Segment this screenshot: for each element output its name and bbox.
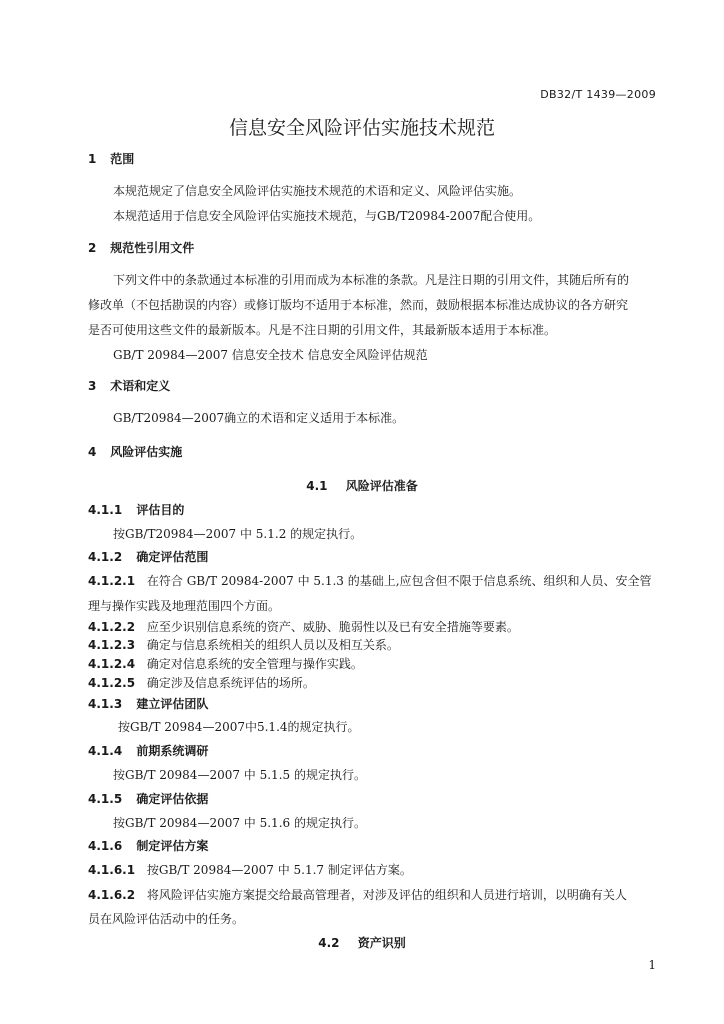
section-title: 范围 <box>110 152 135 166</box>
item-number: 4.1.2.5 <box>88 676 136 690</box>
item-4-1-2-4 <box>88 655 363 672</box>
section-3-heading <box>88 377 170 394</box>
item-text: 确定对信息系统的安全管理与操作实践。 <box>146 657 363 671</box>
section-2-heading <box>88 239 194 256</box>
section-4-2-heading <box>0 934 724 951</box>
section-title: 评估目的 <box>136 503 185 517</box>
item-4-1-2-3 <box>88 636 399 653</box>
section-4-1-4-text: 按GB/T 20984—2007 中 5.1.5 的规定执行。 <box>113 768 366 782</box>
section-title: 风险评估准备 <box>345 479 418 493</box>
section-4-1-4-heading <box>88 742 208 759</box>
section-4-1-5-text: 按GB/T 20984—2007 中 5.1.6 的规定执行。 <box>113 816 366 830</box>
item-text: 按GB/T 20984—2007 中 5.1.7 制定评估方案。 <box>146 863 412 877</box>
section-3-paragraph: GB/T20984—2007确立的术语和定义适用于本标准。 <box>113 411 405 425</box>
item-text: 在符合 GB/T 20984-2007 中 5.1.3 的基础上,应包含但不限于信息系统、组织和人员、安全管 <box>146 574 652 588</box>
section-1-heading <box>88 150 134 167</box>
section-title: 资产识别 <box>357 936 406 950</box>
section-title: 确定评估依据 <box>136 792 209 806</box>
section-title: 确定评估范围 <box>136 550 209 564</box>
section-title: 规范性引用文件 <box>110 241 195 255</box>
page-number: 1 <box>648 958 656 972</box>
item-text: 将风险评估实施方案提交给最高管理者，对涉及评估的组织和人员进行培训，以明确有关人 <box>146 888 627 902</box>
item-text: 应至少识别信息系统的资产、威胁、脆弱性以及已有安全措施等要素。 <box>146 620 519 634</box>
section-1-paragraph-2: 本规范适用于信息安全风险评估实施技术规范，与GB/T20984-2007配合使用。 <box>113 209 541 223</box>
section-title: 建立评估团队 <box>136 697 209 711</box>
section-2-paragraph-line-3: 是否可使用这些文件的最新版本。凡是不注日期的引用文件，其最新版本适用于本标准。 <box>88 323 557 337</box>
section-title: 风险评估实施 <box>110 445 183 459</box>
section-title: 制定评估方案 <box>136 839 209 853</box>
section-number: 4.1.3 <box>88 697 123 711</box>
item-number: 4.1.2.3 <box>88 638 136 652</box>
item-text: 确定与信息系统相关的组织人员以及相互关系。 <box>146 638 399 652</box>
section-number: 4.1.4 <box>88 744 123 758</box>
section-4-1-1-heading <box>88 501 184 518</box>
section-4-1-2-heading <box>88 548 208 565</box>
section-title: 前期系统调研 <box>136 744 209 758</box>
section-number: 2 <box>88 241 97 255</box>
section-4-heading <box>88 443 182 460</box>
item-4-1-2-5 <box>88 674 315 691</box>
item-number: 4.1.2.2 <box>88 620 136 634</box>
item-4-1-6-2 <box>88 886 627 903</box>
section-number: 4.2 <box>318 936 340 950</box>
section-4-1-3-heading <box>88 695 208 712</box>
standard-code: DB32/T 1439—2009 <box>540 88 656 101</box>
item-4-1-6-1 <box>88 861 412 878</box>
section-2-paragraph-line-1: 下列文件中的条款通过本标准的引用而成为本标准的条款。凡是注日期的引用文件，其随后所有的 <box>113 273 630 287</box>
section-4-1-5-heading <box>88 790 208 807</box>
section-4-1-heading <box>0 477 724 494</box>
item-number: 4.1.2.4 <box>88 657 136 671</box>
item-4-1-2-1 <box>88 572 652 589</box>
section-title: 术语和定义 <box>110 379 171 393</box>
item-text: 确定涉及信息系统评估的场所。 <box>146 676 315 690</box>
section-number: 4.1.5 <box>88 792 123 806</box>
section-number: 4.1 <box>306 479 328 493</box>
document-title: 信息安全风险评估实施技术规范 <box>228 117 495 139</box>
item-number: 4.1.2.1 <box>88 574 136 588</box>
section-4-1-1-text: 按GB/T20984—2007 中 5.1.2 的规定执行。 <box>113 527 363 541</box>
item-4-1-2-1-continuation: 理与操作实践及地理范围四个方面。 <box>88 599 281 613</box>
section-1-paragraph-1: 本规范规定了信息安全风险评估实施技术规范的术语和定义、风险评估实施。 <box>113 184 522 198</box>
section-2-reference: GB/T 20984—2007 信息安全技术 信息安全风险评估规范 <box>113 348 428 362</box>
item-4-1-2-2 <box>88 618 519 635</box>
section-number: 1 <box>88 152 97 166</box>
section-number: 4.1.1 <box>88 503 123 517</box>
section-4-1-3-text: 按GB/T 20984—2007中5.1.4的规定执行。 <box>118 720 360 734</box>
item-number: 4.1.6.2 <box>88 888 136 902</box>
item-4-1-6-2-continuation: 员在风险评估活动中的任务。 <box>88 912 245 926</box>
section-4-1-6-heading <box>88 837 208 854</box>
section-number: 4.1.2 <box>88 550 123 564</box>
section-2-paragraph-line-2: 修改单（不包括勘误的内容）或修订版均不适用于本标准，然而，鼓励根据本标准达成协议的各方研究 <box>88 298 629 312</box>
section-number: 4 <box>88 445 97 459</box>
section-number: 4.1.6 <box>88 839 123 853</box>
section-number: 3 <box>88 379 97 393</box>
item-number: 4.1.6.1 <box>88 863 136 877</box>
